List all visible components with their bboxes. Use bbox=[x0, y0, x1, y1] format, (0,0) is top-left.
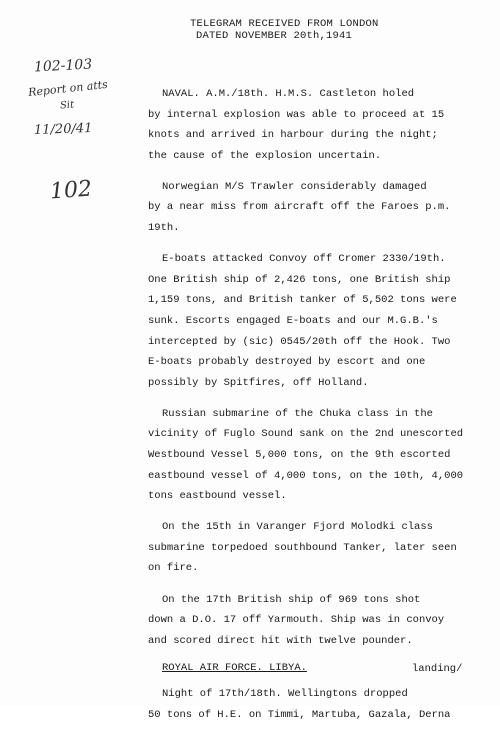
text-line: Night of 17th/18th. Wellingtons dropped bbox=[162, 688, 408, 701]
text-line: Westbound Vessel 5,000 tons, on the 9th escorted bbox=[148, 449, 451, 461]
paragraph-russian-submarine bbox=[148, 404, 478, 507]
margin-note-sit: Sit bbox=[59, 99, 75, 112]
text-line: and scored direct hit with twelve pounder. bbox=[148, 634, 413, 647]
margin-note-page: 102 bbox=[49, 176, 93, 205]
page-catchword: landing/ bbox=[412, 663, 463, 675]
text-line: possibly by Spitfires, off Holland. bbox=[148, 376, 369, 389]
paragraph-varanger bbox=[148, 517, 478, 579]
text-line: E-boats attacked Convoy off Cromer 2330/19th. bbox=[162, 253, 446, 266]
text-line: One British ship of 2,426 tons, one British ship bbox=[148, 273, 451, 286]
text-line: submarine torpedoed southbound Tanker, later seen bbox=[148, 541, 457, 554]
text-line: 1,159 tons, and British tanker of 5,502 tons were bbox=[148, 294, 457, 307]
telegram-header: TELEGRAM RECEIVED FROM LONDON bbox=[190, 18, 379, 30]
text-line: by a near miss from aircraft off the Faroes p.m. bbox=[148, 201, 451, 214]
paragraph-eboats bbox=[148, 249, 478, 393]
text-line: E-boats probably destroyed by escort and one bbox=[148, 356, 426, 369]
telegram-body bbox=[148, 84, 478, 736]
text-line: 19th. bbox=[148, 222, 180, 235]
text-line: down a D.O. 17 off Yarmouth. Ship was in convoy bbox=[148, 614, 445, 627]
text-line: Norwegian M/S Trawler considerably damaged bbox=[162, 180, 427, 193]
text-line: the cause of the explosion uncertain. bbox=[148, 149, 382, 162]
margin-note-date: 11/20/41 bbox=[33, 120, 93, 139]
text-line: sunk. Escorts engaged E-boats and our M.G.B.'s bbox=[148, 314, 438, 327]
paragraph-trawler bbox=[148, 177, 478, 239]
text-line: by internal explosion was able to proceed at 15 bbox=[148, 108, 445, 121]
paragraph-naval bbox=[148, 84, 478, 166]
text-line: knots and arrived in harbour during the night; bbox=[148, 129, 438, 142]
text-line: tons eastbound vessel. bbox=[148, 490, 287, 503]
text-line: Russian submarine of the Chuka class in the bbox=[162, 407, 433, 420]
section-heading-raf: ROYAL AIR FORCE. LIBYA. bbox=[162, 661, 307, 674]
text-line: On the 15th in Varanger Fjord Molodki class bbox=[162, 521, 433, 534]
text-line: 50 tons of H.E. on Timmi, Martuba, Gazala, Derna bbox=[148, 708, 451, 721]
paragraph-raf bbox=[148, 684, 478, 725]
telegram-date: DATED NOVEMBER 20th,1941 bbox=[196, 30, 353, 42]
text-line: eastbound vessel of 4,000 tons, on the 10th, 4,000 bbox=[148, 469, 464, 482]
text-line: intercepted by (sic) 0545/20th off the Hook. Two bbox=[148, 335, 451, 348]
margin-note-file-number: 102-103 bbox=[33, 56, 93, 76]
text-line: On the 17th British ship of 969 tons shot bbox=[162, 593, 421, 606]
text-line: NAVAL. A.M./18th. H.M.S. Castleton holed bbox=[162, 88, 415, 100]
text-line: vicinity of Fuglo Sound sank on the 2nd unescorted bbox=[148, 428, 464, 441]
text-line: on fire. bbox=[148, 562, 199, 575]
margin-note-report: Report on atts bbox=[27, 77, 109, 100]
paragraph-yarmouth bbox=[148, 590, 478, 652]
